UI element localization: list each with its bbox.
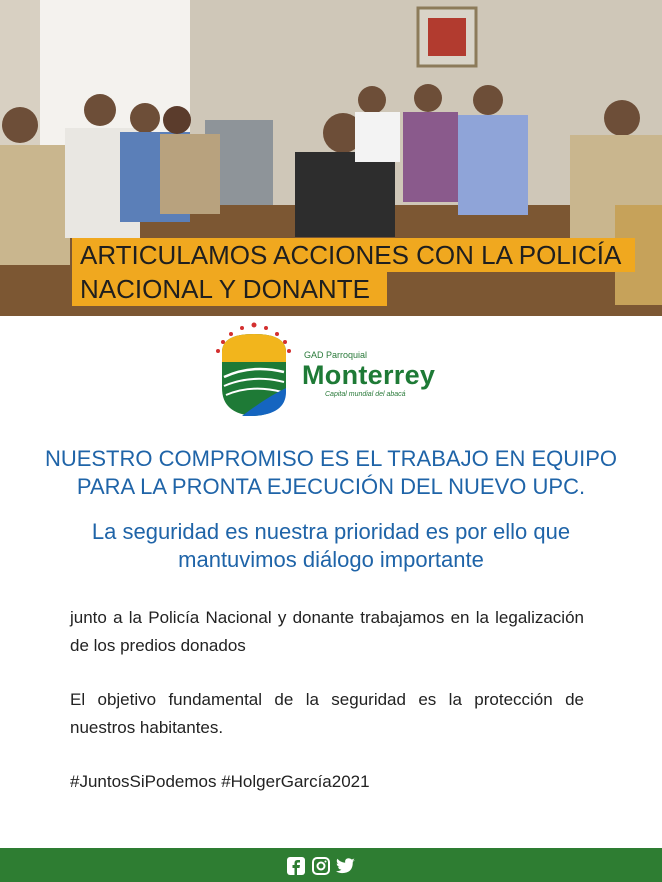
main-heading	[0, 445, 662, 501]
twitter-icon[interactable]	[336, 857, 356, 875]
footer-bar	[0, 848, 662, 882]
body-paragraph-1: junto a la Policía Nacional y donante trabajamos en la legalización de los predios donados	[70, 608, 584, 655]
logo-small-label: GAD Parroquial	[304, 350, 368, 360]
facebook-icon[interactable]	[287, 857, 305, 875]
main-heading-line-1: NUESTRO COMPROMISO ES EL TRABAJO EN EQUIPO	[44, 446, 618, 471]
logo-tagline: Capital mundial del abacá	[325, 391, 406, 398]
logo-name: Monterrey	[302, 360, 436, 390]
main-heading-line-2: PARA LA PRONTA EJECUCIÓN DEL NUEVO UPC.	[76, 474, 586, 499]
banner-line-1: ARTICULAMOS ACCIONES CON LA POLICÍA	[72, 238, 635, 272]
sub-heading	[0, 518, 662, 574]
sub-heading-line-1: La seguridad es nuestra prioridad es por ello que	[91, 519, 571, 544]
instagram-icon[interactable]	[312, 857, 330, 875]
logo-emblem	[212, 322, 312, 422]
hashtags: #JuntosSiPodemos #HolgerGarcía2021	[70, 772, 370, 791]
body-paragraph-2: El objetivo fundamental de la seguridad es la protección de nuestros habitantes.	[70, 690, 584, 737]
sub-heading-line-2: mantuvimos diálogo importante	[178, 547, 484, 572]
banner-line-2: NACIONAL Y DONANTE	[72, 272, 387, 306]
